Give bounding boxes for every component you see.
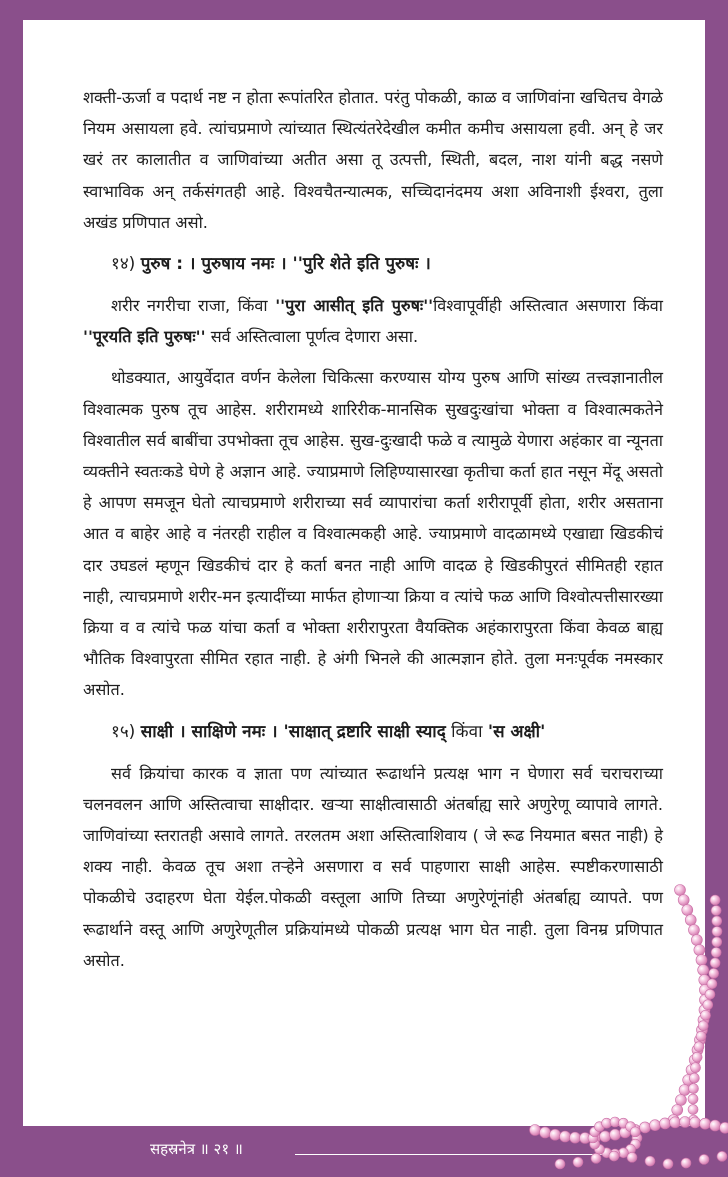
pearl-bead: [609, 1151, 619, 1161]
pearl-bead: [688, 925, 699, 936]
pearl-bead: [710, 958, 720, 968]
pearl-bead: [672, 1105, 683, 1116]
page-number: सहस्रनेत्र ॥ २१ ॥: [150, 1140, 243, 1158]
pearl-bead-string-icon: [520, 880, 728, 1177]
pearl-bead: [707, 979, 717, 989]
pearl-bead: [700, 1118, 711, 1129]
pearl-bead: [703, 1000, 713, 1010]
pearl-bead: [678, 895, 689, 906]
pearl-bead: [696, 1031, 706, 1041]
pearl-bead: [720, 1122, 728, 1133]
pearl-bead: [691, 1063, 701, 1073]
pearl-bead: [663, 1159, 673, 1169]
pearl-bead: [540, 1127, 551, 1138]
pearl-bead: [705, 989, 715, 999]
pearl-bead: [685, 915, 696, 926]
body-text: [83, 82, 663, 986]
paragraph-2-e: सर्व अस्तित्वाला पूर्णत्व देणारा असा.: [205, 327, 419, 347]
pearl-bead: [709, 968, 719, 978]
pearl-bead: [573, 1157, 583, 1167]
heading-14-number: १४): [111, 254, 136, 275]
pearl-bead: [627, 1152, 637, 1162]
pearl-bead: [675, 1095, 686, 1106]
heading-14-title: पुरुष : । पुरुषाय नमः । ''पुरि शेते इति पुरुषः ।: [140, 254, 431, 275]
heading-14: [83, 248, 663, 280]
heading-15-number: १५): [111, 721, 136, 742]
pearl-bead: [570, 1132, 581, 1143]
pearl-bead: [645, 1156, 655, 1166]
pearl-bead: [670, 1117, 681, 1128]
paragraph-2: [83, 290, 663, 352]
pearl-bead: [711, 905, 721, 915]
pearl-bead: [650, 1120, 661, 1131]
pearl-bead: [699, 1154, 709, 1164]
pearl-bead: [701, 1010, 711, 1020]
heading-15: [83, 716, 663, 748]
paragraph-4: सर्व क्रियांचा कारक व ज्ञाता पण त्यांच्यात रूढार्थाने प्रत्यक्ष भाग न घेणारा सर्व चराचराच्या चलनवलन आणि अस्तित्वाचा साक्षीदार. खऱ्या साक्षीत्वासाठी अंतर्बाह्य सारे अणुरेणू व्यापावे लागते. जाणिवांच्या स्तरातही असावे लागते. तरलतम अशा अस्तित्वाशिवाय ( जे रूढ नियमात बसत नाही) हे शक्य नाही. केवळ तूच अशा तऱ्हेने असणारा व सर्व पाहणारा साक्षी आहेस. स्पष्टीकरणासाठी पोकळीचे उदाहरण घेता येईल.पोकळी वस्तूला आणि तिच्या अणुरेणूंनांही अंतर्बाह्य व्यापते. पण रूढार्थाने वस्तू आणि अणुरेणूतील प्रक्रियांमध्ये पोकळी प्रत्यक्ष भाग घेत नाही. तुला विनम्र प्रणिपात असोत.: [83, 763, 663, 970]
pearl-bead: [712, 926, 722, 936]
pearl-bead: [712, 916, 722, 926]
pearl-bead: [675, 885, 686, 896]
pearl-bead: [530, 1125, 541, 1136]
pearl-bead: [712, 937, 722, 947]
pearl-bead: [640, 1122, 651, 1133]
pearl-bead: [610, 1129, 621, 1140]
paragraph-3: थोडक्यात, आयुर्वेदात वर्णन केलेला चिकित्सा करण्यास योग्य पुरुष आणि सांख्य तत्त्वज्ञानातील विश्वात्मक पुरुष तूच आहेस. शरीरामध्ये शारिरीक-मानसिक सुखदुःखांचा भोक्ता व विश्वात्मकतेने विश्वातील सर्व बाबींचा उपभोक्ता तूच आहेस. सुख-दुःखादी फळे व त्यामुळे येणारा अहंकार वा न्यूनता व्यक्तीने स्वतःकडे घेणे हे अज्ञान आहे. ज्याप्रमाणे लिहिण्यासारखा कृतीचा कर्ता हात नसून मेंदू असतो हे आपण समजून घेतो त्याचप्रमाणे शरीराच्या सर्व व्यापारांचा कर्ता शरीरापूर्वी होता, शरीर असताना आत व बाहेर आहे व नंतरही राहील व विश्वात्मकही आहे. ज्याप्रमाणे वादळामध्ये एखाद्या खिडकीचं दार उघडलं म्हणून खिडकीचं दार हे कर्ता बनत नाही आणि वादळ हे खिडकीपुरतं सीमितही रहात नाही, त्याचप्रमाणे शरीर-मन इत्यादींच्या मार्फत होणाऱ्या क्रिया व त्यांचे फळ आणि विश्वोत्पत्तीसारख्या क्रिया व व त्यांचे फळ यांचा कर्ता व भोक्ता शरीरापुरता वैयक्तिक अहंकारापुरता किंवा केवळ बाह्य भौतिक विश्वापुरता सीमित रहात नाही. हे अंगी भिनले की आत्मज्ञान होते. तुला मनःपूर्वक नमस्कार असोत.: [83, 368, 663, 700]
pearl-bead: [711, 947, 721, 957]
pearl-bead: [600, 1131, 611, 1142]
pearl-bead: [710, 1120, 721, 1131]
bead-group: [530, 885, 728, 1170]
pearl-bead: [630, 1127, 640, 1137]
pearl-bead: [696, 955, 707, 966]
heading-15-conj: किंवा: [445, 721, 488, 742]
pearl-bead: [698, 965, 709, 976]
pearl-bead: [694, 1042, 704, 1052]
paragraph-1: शक्ती-ऊर्जा व पदार्थ नष्ट न होता रूपांतरित होतात. परंतु पोकळी, काळ व जाणिवांना खचितच वेगळे नियम असायला हवे. त्यांचप्रमाणे त्यांच्यात स्थित्यंतरेदेखील कमीत कमीच असायला हवी. अन् हे जर खरं तर कालातीत व जाणिवांच्या अतीत असा तू उत्पत्ती, स्थिती, बदल, नाश यांनी बद्ध नसणे स्वाभाविक अन् तर्कसंगतही आहे. विश्वचैतन्यात्मक, सच्चिदानंदमय अशा अविनाशी ईश्वरा, तुला अखंड प्रणिपात असो.: [83, 88, 663, 232]
heading-15-title: साक्षी । साक्षिणे नमः । 'साक्षात् द्रष्टारि साक्षी स्याद्: [140, 721, 446, 742]
paragraph-2-quote-1: ''पुरा आसीत् इति पुरुषः'': [275, 296, 434, 316]
pearl-bead: [717, 1151, 727, 1161]
pearl-bead: [689, 1073, 699, 1083]
pearl-bead: [688, 1105, 698, 1115]
heading-15-quote: 'स अक्षी': [487, 721, 546, 742]
pearl-bead: [660, 1118, 671, 1129]
pearl-bead: [694, 945, 705, 956]
pearl-bead: [681, 1158, 691, 1168]
pearl-bead: [698, 1021, 708, 1031]
paragraph-2-a: शरीर नगरीचा राजा, किंवा: [111, 296, 276, 316]
pearl-bead: [692, 1052, 702, 1062]
pearl-bead: [691, 935, 702, 946]
pearl-bead: [555, 1159, 565, 1169]
pearl-bead: [591, 1153, 601, 1163]
pearl-bead: [688, 1084, 698, 1094]
pearl-bead: [710, 895, 720, 905]
pearl-bead: [688, 1094, 698, 1104]
pearl-bead: [550, 1129, 561, 1140]
paragraph-2-quote-2: ''पूरयति इति पुरुषः'': [83, 327, 206, 347]
paragraph-2-c: विश्वापूर्वीही अस्तित्वात असणारा किंवा: [433, 296, 663, 316]
pearl-bead: [682, 905, 693, 916]
pearl-bead: [690, 1117, 701, 1128]
pearl-bead: [680, 1117, 691, 1128]
pearl-bead: [560, 1131, 571, 1142]
